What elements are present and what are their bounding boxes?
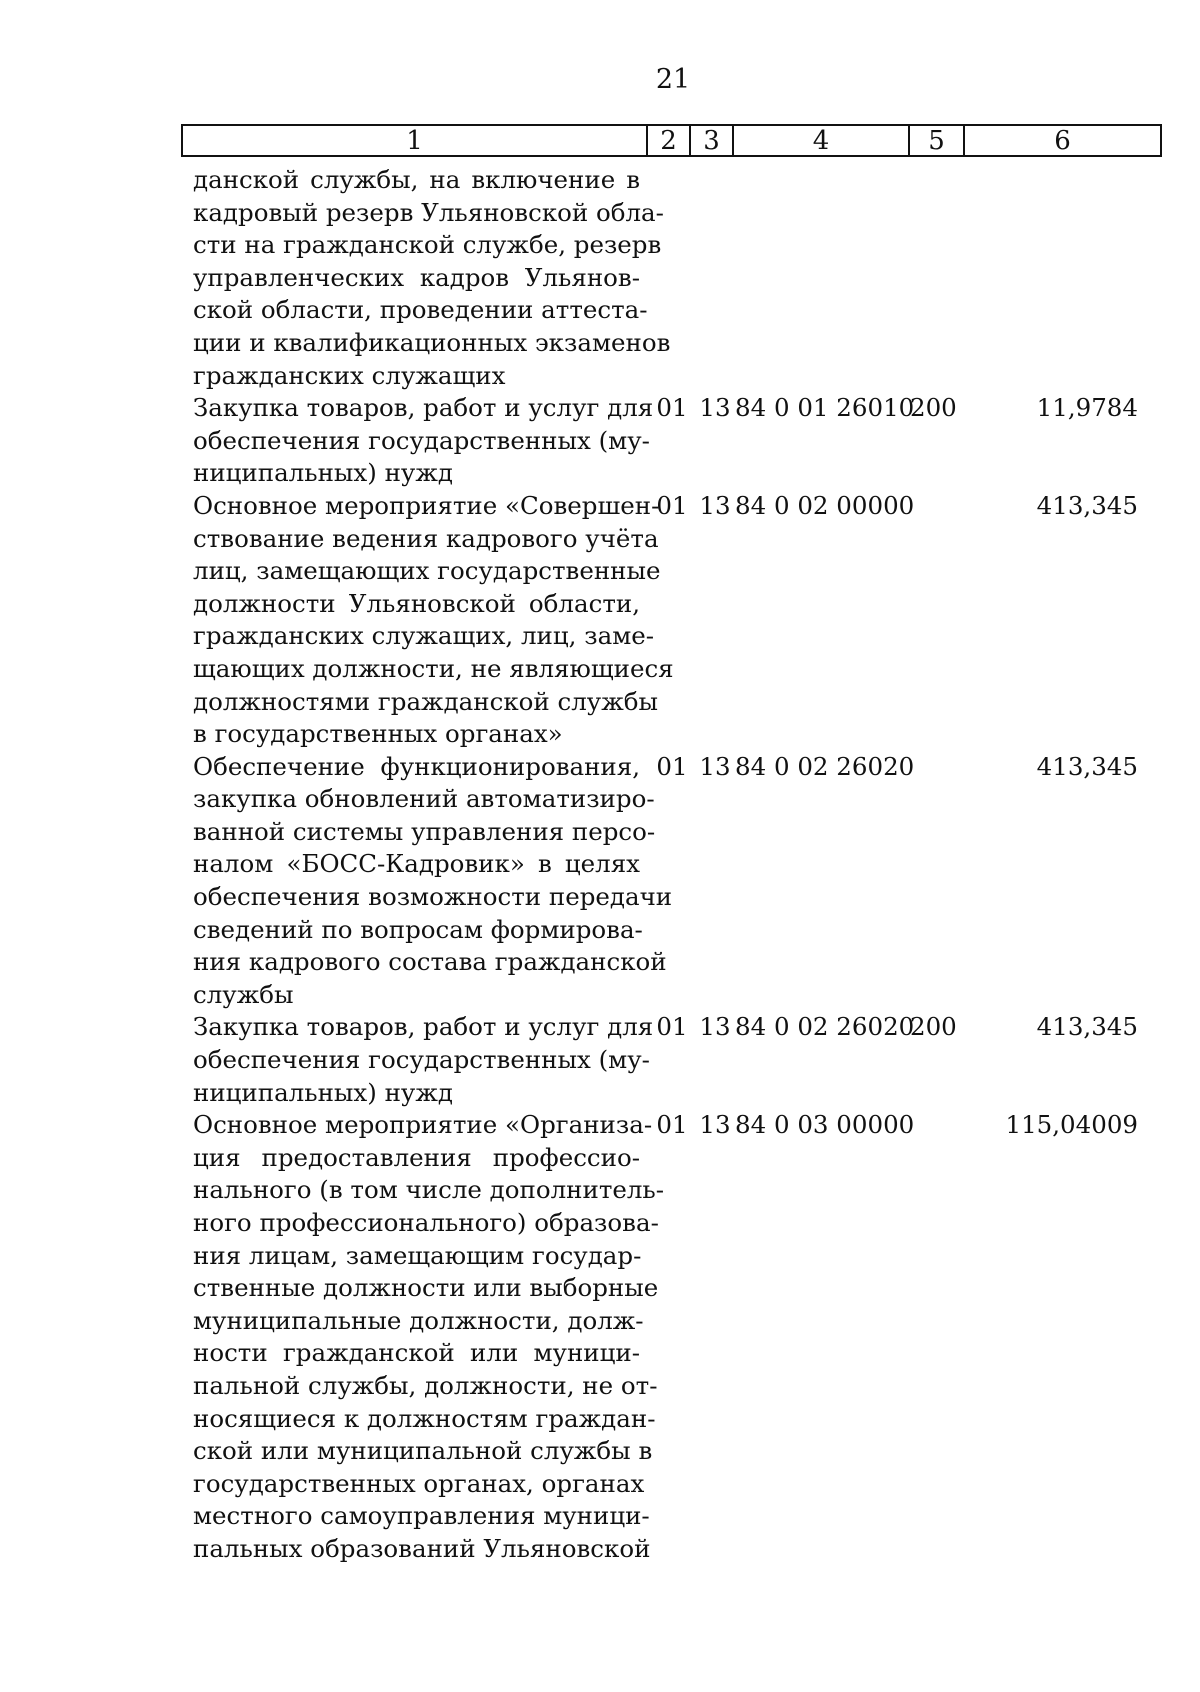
description-line: местного самоуправления муници-: [193, 1501, 650, 1531]
description-line: управленческих кадров Ульянов-: [193, 262, 640, 292]
row-col-6: 413,345: [1036, 1012, 1138, 1042]
description-line: муниципальные должности, долж-: [193, 1305, 644, 1335]
description-line: Основное мероприятие «Организа-: [193, 1110, 653, 1140]
row-col-4: 84 0 02 00000: [735, 490, 915, 520]
row-description: [193, 392, 654, 490]
description-line: закупка обновлений автоматизиро-: [193, 784, 655, 814]
description-line: обеспечения государственных (му-: [193, 1045, 650, 1075]
row-col-6: 413,345: [1036, 751, 1138, 781]
description-line: ской области, проведении аттеста-: [193, 295, 648, 325]
row-col-4: 84 0 02 26020: [735, 751, 915, 781]
description-line: обеспечения возможности передачи: [193, 882, 673, 912]
row-col-4: 84 0 01 26010: [735, 393, 915, 423]
header-col-1: 1: [183, 126, 648, 155]
header-col-5: 5: [910, 126, 965, 155]
page-number: 21: [655, 64, 691, 95]
description-line: ния кадрового состава гражданской: [193, 947, 667, 977]
table-row: [193, 1109, 1193, 1565]
row-col-2: 01: [656, 393, 688, 423]
description-line: ция предоставления профессио-: [193, 1142, 640, 1172]
row-col-3: 13: [699, 490, 731, 520]
row-col-2: 01: [656, 1110, 688, 1140]
description-line: ванной системы управления персо-: [193, 816, 656, 846]
row-description: [193, 1109, 665, 1565]
description-line: Основное мероприятие «Совершен-: [193, 490, 660, 520]
row-col-3: 13: [699, 751, 731, 781]
description-line: должностями гражданской службы: [193, 686, 658, 716]
table-row: [193, 392, 1193, 490]
header-col-6: 6: [1054, 126, 1071, 156]
row-description: [193, 164, 671, 392]
description-line: налом «БОСС-Кадровик» в целях: [193, 849, 640, 879]
row-col-5: 200: [910, 393, 957, 423]
description-line: щающих должности, не являющиеся: [193, 653, 674, 683]
description-line: пальной службы, должности, не от-: [193, 1370, 658, 1400]
description-line: носящиеся к должностям граждан-: [193, 1403, 656, 1433]
description-line: ской или муниципальной службы в: [193, 1436, 653, 1466]
table-row: [193, 164, 1193, 392]
row-col-3: 13: [699, 1012, 731, 1042]
description-line: ниципальных) нужд: [193, 458, 453, 488]
row-col-6: 413,345: [1036, 490, 1138, 520]
table-row: [193, 1011, 1193, 1109]
row-col-5: 200: [910, 1012, 957, 1042]
description-line: Закупка товаров, работ и услуг для: [193, 393, 654, 423]
table-row: [193, 490, 1193, 751]
description-line: сти на гражданской службе, резерв: [193, 230, 662, 260]
description-line: данской службы, на включение в: [193, 165, 640, 194]
row-col-4: 84 0 02 26020: [735, 1012, 915, 1042]
row-col-2: 01: [656, 490, 688, 520]
description-line: ного профессионального) образова-: [193, 1208, 659, 1237]
description-line: сведений по вопросам формирова-: [193, 914, 643, 944]
row-col-4: 84 0 03 00000: [735, 1110, 915, 1140]
description-line: пальных образований Ульяновской: [193, 1533, 651, 1563]
table-header: [181, 124, 1162, 157]
description-line: нального (в том числе дополнитель-: [193, 1175, 665, 1205]
table-row: [193, 751, 1193, 1012]
description-line: должности Ульяновской области,: [193, 588, 640, 618]
row-col-2: 01: [656, 751, 688, 781]
description-line: ности гражданской или муници-: [193, 1338, 640, 1368]
description-line: Закупка товаров, работ и услуг для: [193, 1012, 654, 1042]
description-line: гражданских служащих: [193, 360, 506, 390]
description-line: Обеспечение функционирования,: [193, 751, 640, 781]
table-body: [193, 164, 1193, 1566]
description-line: службы: [193, 979, 294, 1009]
row-description: [193, 1011, 654, 1109]
description-line: ственные должности или выборные: [193, 1273, 659, 1303]
row-col-2: 01: [656, 1012, 688, 1042]
description-line: лиц, замещающих государственные: [193, 556, 661, 586]
description-line: ции и квалификационных экзаменов: [193, 327, 671, 357]
header-col-2: 2: [648, 126, 691, 155]
description-line: ствование ведения кадрового учёта: [193, 523, 659, 553]
row-col-6: 115,04009: [1005, 1110, 1138, 1140]
description-line: гражданских служащих, лиц, заме-: [193, 621, 655, 651]
row-col-6: 11,9784: [1036, 393, 1138, 423]
row-col-3: 13: [699, 393, 731, 423]
row-col-3: 13: [699, 1110, 731, 1140]
description-line: обеспечения государственных (му-: [193, 425, 650, 455]
header-col-4: 4: [734, 126, 910, 155]
description-line: ния лицам, замещающим государ-: [193, 1240, 642, 1270]
description-line: ниципальных) нужд: [193, 1077, 453, 1107]
description-line: в государственных органах»: [193, 719, 563, 749]
header-col-3: 3: [691, 126, 734, 155]
description-line: кадровый резерв Ульяновской обла-: [193, 197, 664, 227]
description-line: государственных органах, органах: [193, 1468, 645, 1498]
